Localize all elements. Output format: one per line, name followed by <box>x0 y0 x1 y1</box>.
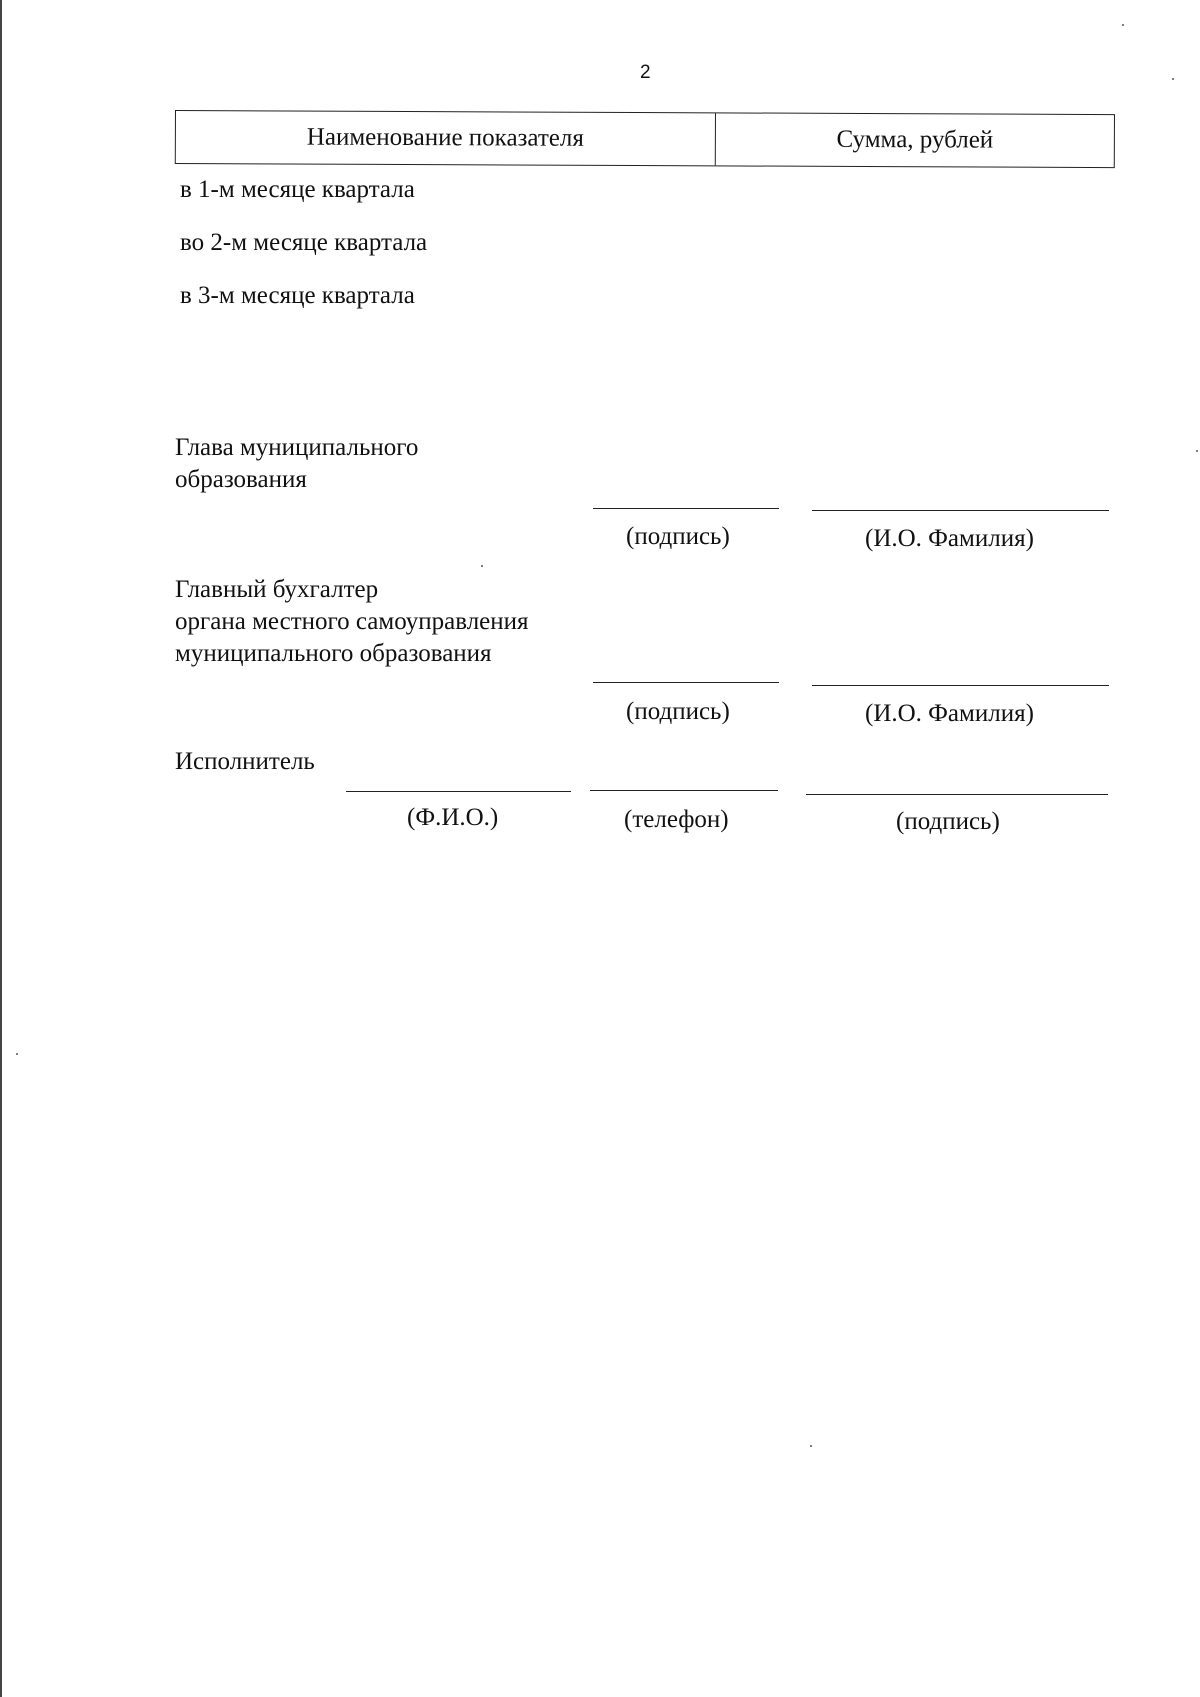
chief-accountant-signature-caption: (подпись) <box>626 698 730 725</box>
head-title-line-1: Глава муниципального <box>175 434 419 461</box>
page-number: 2 <box>640 62 651 83</box>
column-header-sum: Сумма, рублей <box>836 125 994 154</box>
executor-fio-caption: (Ф.И.О.) <box>407 804 499 831</box>
chief-accountant-name-caption: (И.О. Фамилия) <box>865 700 1034 727</box>
page-left-edge <box>0 0 2 1697</box>
head-signature-caption: (подпись) <box>626 523 730 550</box>
scan-speck <box>1172 78 1174 80</box>
head-name-caption: (И.О. Фамилия) <box>865 525 1034 552</box>
executor-fio-line[interactable] <box>346 791 571 792</box>
executor-title: Исполнитель <box>175 748 315 775</box>
table-row-month-3: в 3-м месяце квартала <box>180 282 415 309</box>
executor-phone-line[interactable] <box>590 790 778 791</box>
chief-accountant-title-line-1: Главный бухгалтер <box>175 576 379 603</box>
chief-accountant-signature-line[interactable] <box>593 682 779 683</box>
head-signature-line[interactable] <box>593 508 779 509</box>
scan-speck <box>1196 450 1198 452</box>
chief-accountant-title <box>175 574 529 670</box>
head-title-line-2: образования <box>175 466 307 493</box>
chief-accountant-title-line-2: органа местного самоуправления <box>175 608 529 635</box>
column-header-indicator: Наименование показателя <box>176 111 716 165</box>
scan-speck <box>1122 24 1124 26</box>
scan-speck <box>481 565 483 567</box>
executor-signature-caption: (подпись) <box>896 808 1000 835</box>
chief-accountant-name-line[interactable] <box>812 685 1109 686</box>
scan-speck <box>16 1053 18 1055</box>
scan-speck <box>810 1445 812 1447</box>
chief-accountant-title-line-3: муниципального образования <box>175 640 492 667</box>
table-row-month-2: во 2-м месяце квартала <box>180 229 428 256</box>
table-row-month-1: в 1-м месяце квартала <box>180 176 415 203</box>
head-title <box>175 432 418 496</box>
executor-phone-caption: (телефон) <box>624 806 729 833</box>
table-header <box>175 110 1115 168</box>
head-name-line[interactable] <box>812 510 1109 511</box>
executor-signature-line[interactable] <box>806 794 1108 795</box>
